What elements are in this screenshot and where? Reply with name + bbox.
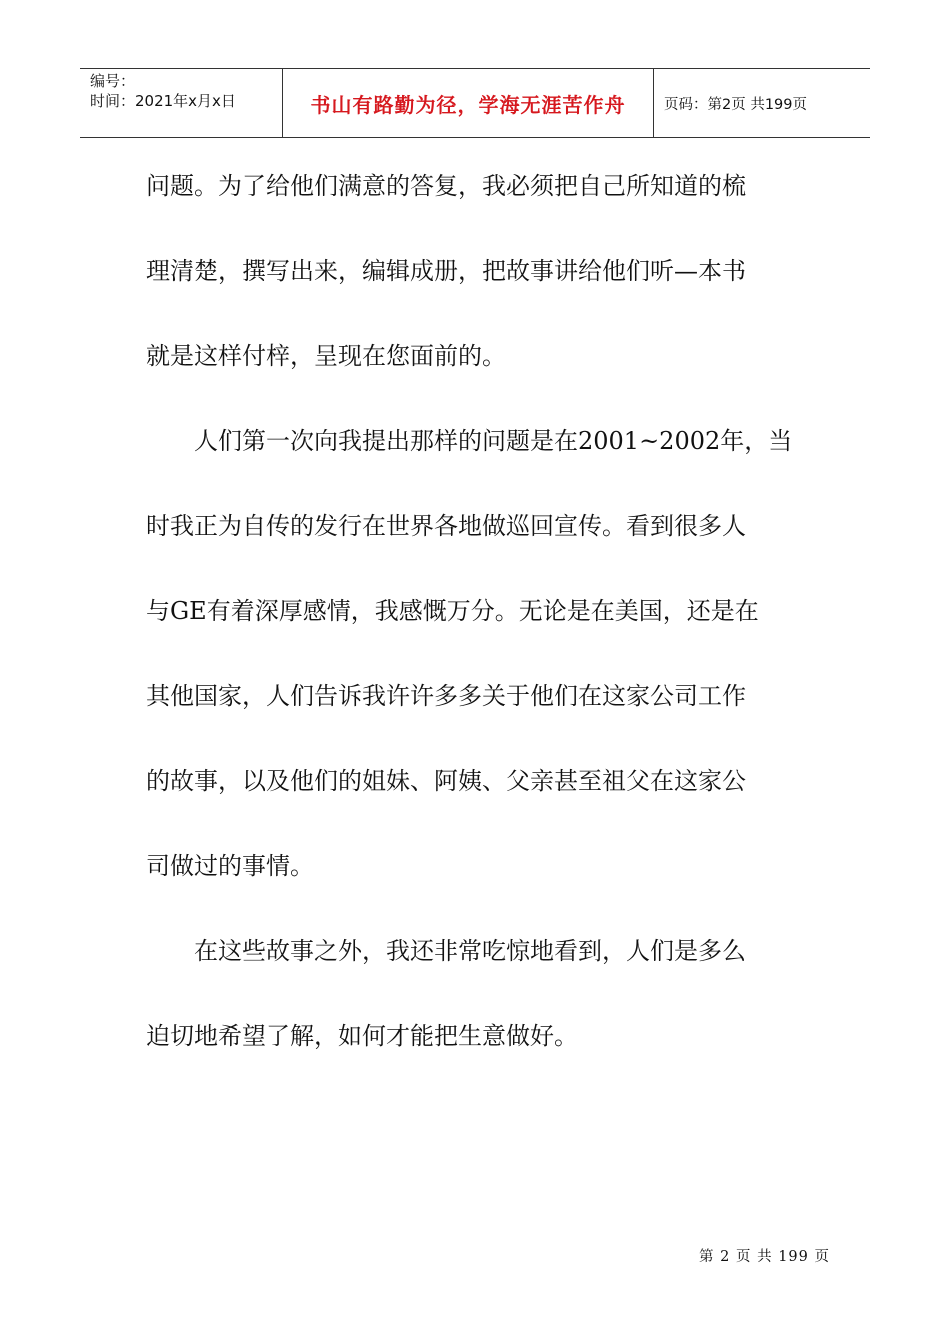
paragraph [146,144,816,399]
paragraph [146,909,816,1079]
header-meta [80,69,282,137]
text-line: 时我正为自传的发行在世界各地做巡回宣传。看到很多人 [146,512,746,540]
text-line: 迫切地希望了解，如何才能把生意做好。 [146,1022,578,1050]
text-line: 理清楚，撰写出来，编辑成册，把故事讲给他们听—本书 [146,257,746,285]
text-line: 司做过的事情。 [146,852,314,880]
paragraph [146,399,816,909]
text-line: 就是这样付梓，呈现在您面前的。 [146,342,506,370]
text-line: 人们第一次向我提出那样的问题是在2001~2002年，当 [194,427,793,455]
serial-number-label: 编号： [90,72,136,90]
page-footer: 第 2 页 共 199 页 [699,1249,830,1265]
text-line: 其他国家，人们告诉我许许多多关于他们在这家公司工作 [146,682,746,710]
text-line: 问题。为了给他们满意的答复，我必须把自己所知道的梳 [146,172,746,200]
text-line: 的故事，以及他们的姐妹、阿姨、父亲甚至祖父在这家公 [146,767,746,795]
text-line: 与GE有着深厚感情，我感慨万分。无论是在美国，还是在 [146,597,759,625]
header-motto: 书山有路勤为径，学海无涯苦作舟 [282,69,654,137]
date-line: 时间：2021年x月x日 [90,92,236,110]
text-line: 在这些故事之外，我还非常吃惊地看到，人们是多么 [194,937,746,965]
document-body [146,144,816,1079]
header-page-info: 页码：第2页 共199页 [664,96,808,113]
page-header [80,68,870,138]
